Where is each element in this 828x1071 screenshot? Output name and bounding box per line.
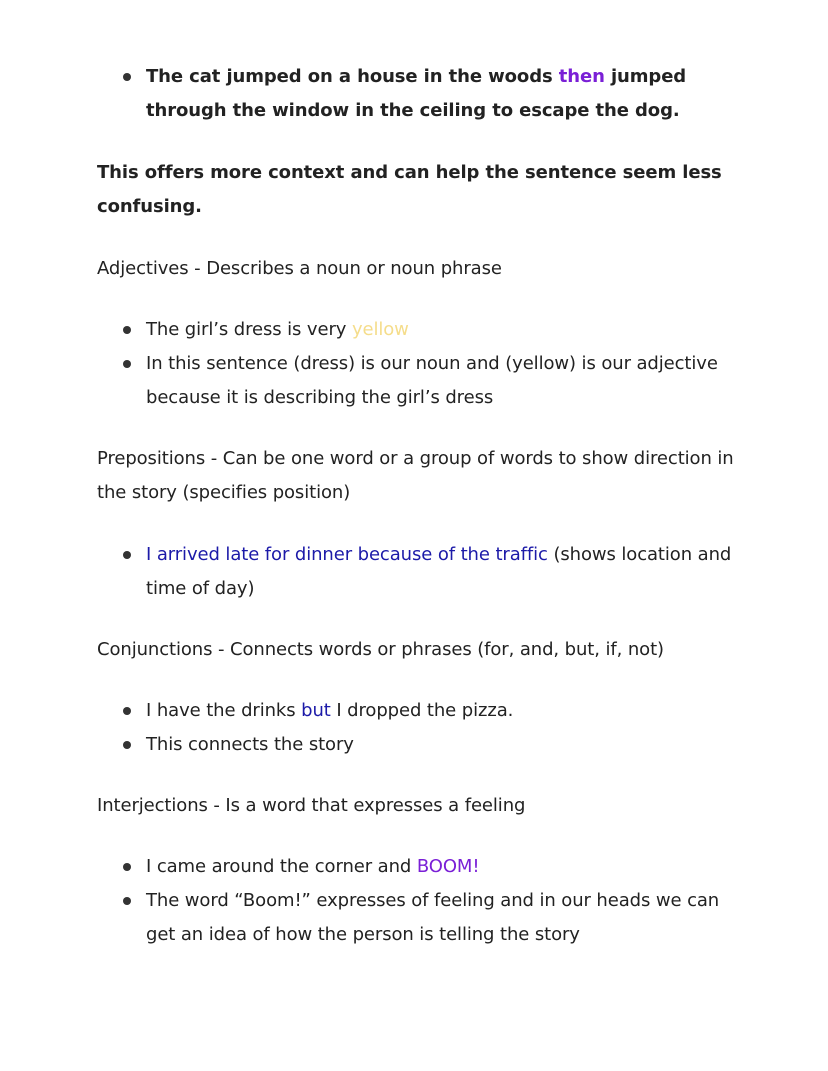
bullet-dot-icon xyxy=(123,73,131,81)
highlight-boom: BOOM! xyxy=(416,856,480,877)
bullet-dot-icon xyxy=(123,863,131,871)
list-item-text xyxy=(146,66,686,121)
intro-bullet-list xyxy=(97,60,747,128)
list-item-text: In this sentence (dress) is our noun and (yellow) is our adjective because it is describing the girl’s dress xyxy=(146,353,718,408)
bullet-dot-icon xyxy=(123,741,131,749)
list-item xyxy=(97,850,747,884)
text-segment: jumped through the window in the ceiling to escape the dog. xyxy=(146,66,687,121)
list-item xyxy=(97,60,747,128)
highlight-example-sentence: I arrived late for dinner because of the traffic xyxy=(146,544,548,565)
list-item xyxy=(97,538,747,606)
bullet-dot-icon xyxy=(123,897,131,905)
interjections-heading: Interjections - Is a word that expresses a feeling xyxy=(97,795,526,816)
bullet-dot-icon xyxy=(123,326,131,334)
list-item xyxy=(97,313,747,347)
text-segment: I came around the corner and xyxy=(146,856,417,877)
bullet-dot-icon xyxy=(123,551,131,559)
prepositions-heading: Prepositions - Can be one word or a group of words to show direction in the story (specifies position) xyxy=(97,448,734,503)
list-item xyxy=(97,694,747,728)
conjunctions-list xyxy=(97,694,747,762)
adjectives-heading: Adjectives - Describes a noun or noun phrase xyxy=(97,258,502,279)
highlight-yellow: yellow xyxy=(351,319,409,340)
context-paragraph: This offers more context and can help the sentence seem less confusing. xyxy=(97,162,722,217)
list-item-text: This connects the story xyxy=(146,734,354,755)
text-segment: (shows location and time of day) xyxy=(146,544,732,599)
highlight-but: but xyxy=(301,700,331,721)
list-item-text: The word “Boom!” expresses of feeling and in our heads we can get an idea of how the person is telling the story xyxy=(146,890,720,945)
conjunctions-heading: Conjunctions - Connects words or phrases (for, and, but, if, not) xyxy=(97,639,664,660)
list-item xyxy=(97,347,747,415)
bullet-dot-icon xyxy=(123,707,131,715)
prepositions-list xyxy=(97,538,747,606)
highlight-then: then xyxy=(558,66,605,87)
text-segment: I dropped the pizza. xyxy=(330,700,514,721)
text-segment: The girl’s dress is very xyxy=(146,319,352,340)
text-segment: The cat jumped on a house in the woods xyxy=(146,66,559,87)
list-item xyxy=(97,728,747,762)
adjectives-list xyxy=(97,313,747,415)
list-item xyxy=(97,884,747,952)
interjections-list xyxy=(97,850,747,952)
bullet-dot-icon xyxy=(123,360,131,368)
text-segment: I have the drinks xyxy=(146,700,302,721)
